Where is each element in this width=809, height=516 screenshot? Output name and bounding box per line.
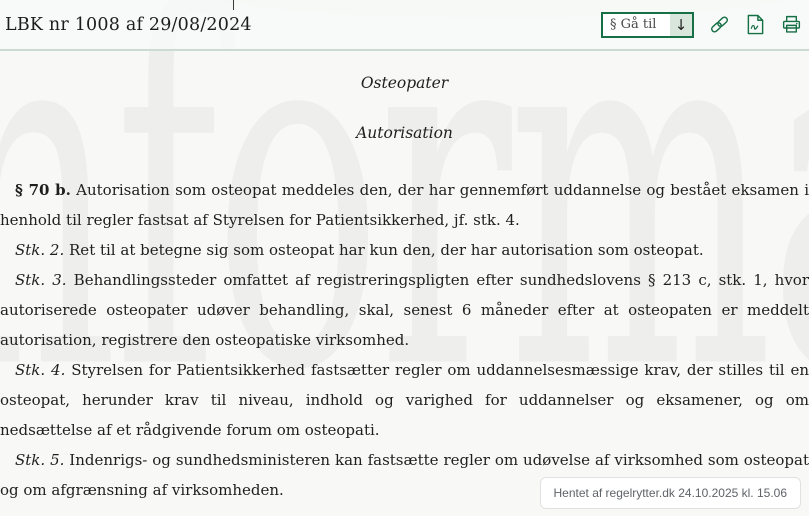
- print-button[interactable]: [780, 13, 802, 37]
- law-paragraph: Stk. 2. Ret til at betegne sig som osteopat har kun den, der har autorisation som osteopat.: [15, 241, 704, 259]
- toolbar-actions: [601, 12, 802, 38]
- paragraph-lead: § 70 b.: [15, 181, 71, 199]
- pdf-document-icon: [746, 14, 765, 35]
- section-heading-osteopater: Osteopater: [360, 74, 449, 92]
- law-paragraph: Stk. 3. Behandlingssteder omfattet af registreringspligten efter sundhedslovens § 213 c, stk. 1, hvor autoriserede osteopater udøver behandling, skal, senest 6 måneder efter at osteopaten er meddelt autorisation, registrere den osteopatiske virksomhed.: [0, 271, 809, 349]
- link-icon: [709, 14, 730, 35]
- document-toolbar: [0, 0, 809, 51]
- law-document: [0, 51, 809, 505]
- printer-icon: [781, 14, 802, 35]
- paragraph-lead: Stk. 5.: [15, 451, 65, 469]
- fetched-note-badge: Hentet af regelrytter.dk 24.10.2025 kl. 15.06: [540, 477, 801, 509]
- copy-link-button[interactable]: [708, 13, 730, 37]
- goto-section-dropdown[interactable]: [601, 12, 694, 38]
- document-title: LBK nr 1008 af 29/08/2024: [5, 14, 252, 35]
- law-paragraph: § 70 b. Autorisation som osteopat meddeles den, der har gennemført uddannelse og bestået eksamen i henhold til regler fastsat af Styrelsen for Patientsikkerhed, jf. stk. 4.: [0, 181, 809, 229]
- goto-section-value: § Gå til: [610, 17, 657, 32]
- law-paragraph: Stk. 4. Styrelsen for Patientsikkerhed fastsætter regler om uddannelsesmæssige krav, der stilles til en osteopat, herunder krav til niveau, indhold og varighed for uddannelser og eksamener, og om nedsættelse af et rådgivende forum om osteopati.: [0, 361, 809, 439]
- dropdown-arrow-icon[interactable]: ↓: [670, 14, 692, 36]
- pdf-download-button[interactable]: [744, 13, 766, 37]
- law-text: [0, 175, 809, 505]
- paragraph-lead: Stk. 4.: [15, 361, 66, 379]
- text-caret: [233, 0, 234, 10]
- paragraph-lead: Stk. 3.: [15, 271, 67, 289]
- section-heading-autorisation: Autorisation: [356, 124, 453, 142]
- law-paragraph: Stk. 5. Indenrigs- og sundhedsministeren kan fastsætte regler om udøvelse af virksomhed som osteopat og om afgrænsning af virksomheden.: [0, 451, 809, 499]
- paragraph-lead: Stk. 2.: [15, 241, 65, 259]
